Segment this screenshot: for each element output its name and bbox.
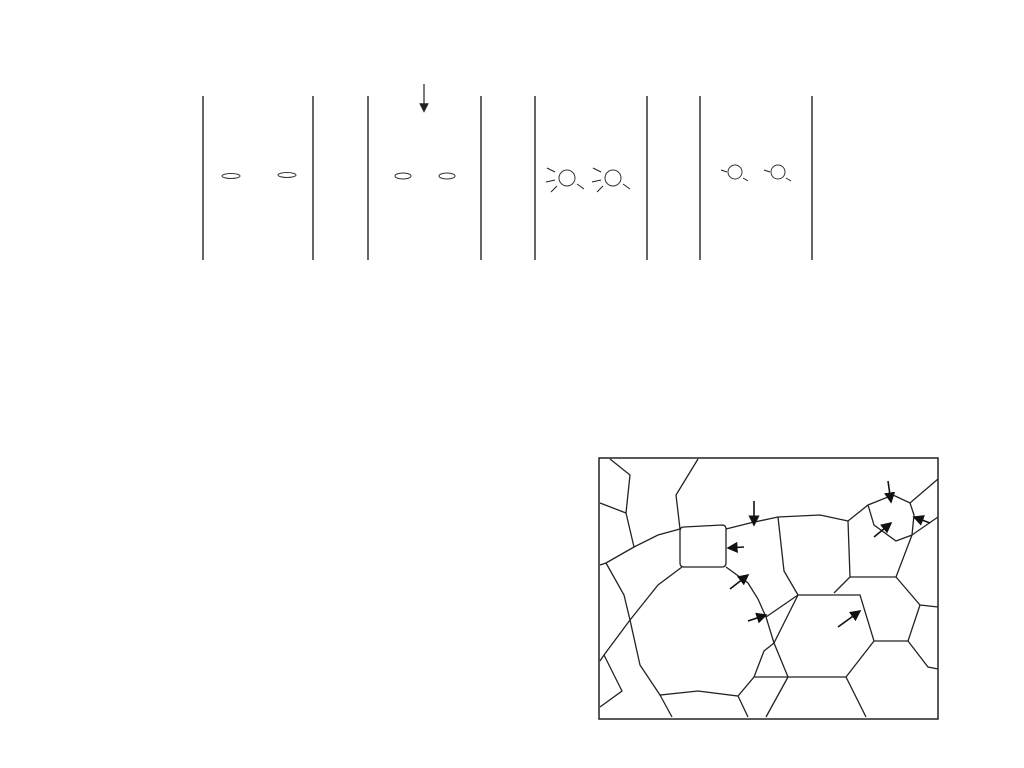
diffusion-marks xyxy=(546,168,791,192)
panel-walls xyxy=(203,96,812,260)
grain-boundary-diagram xyxy=(598,455,940,721)
arrow-4 xyxy=(728,547,744,548)
bubble-growth-figure xyxy=(65,438,570,740)
diffusion-welding-figure xyxy=(195,68,825,286)
